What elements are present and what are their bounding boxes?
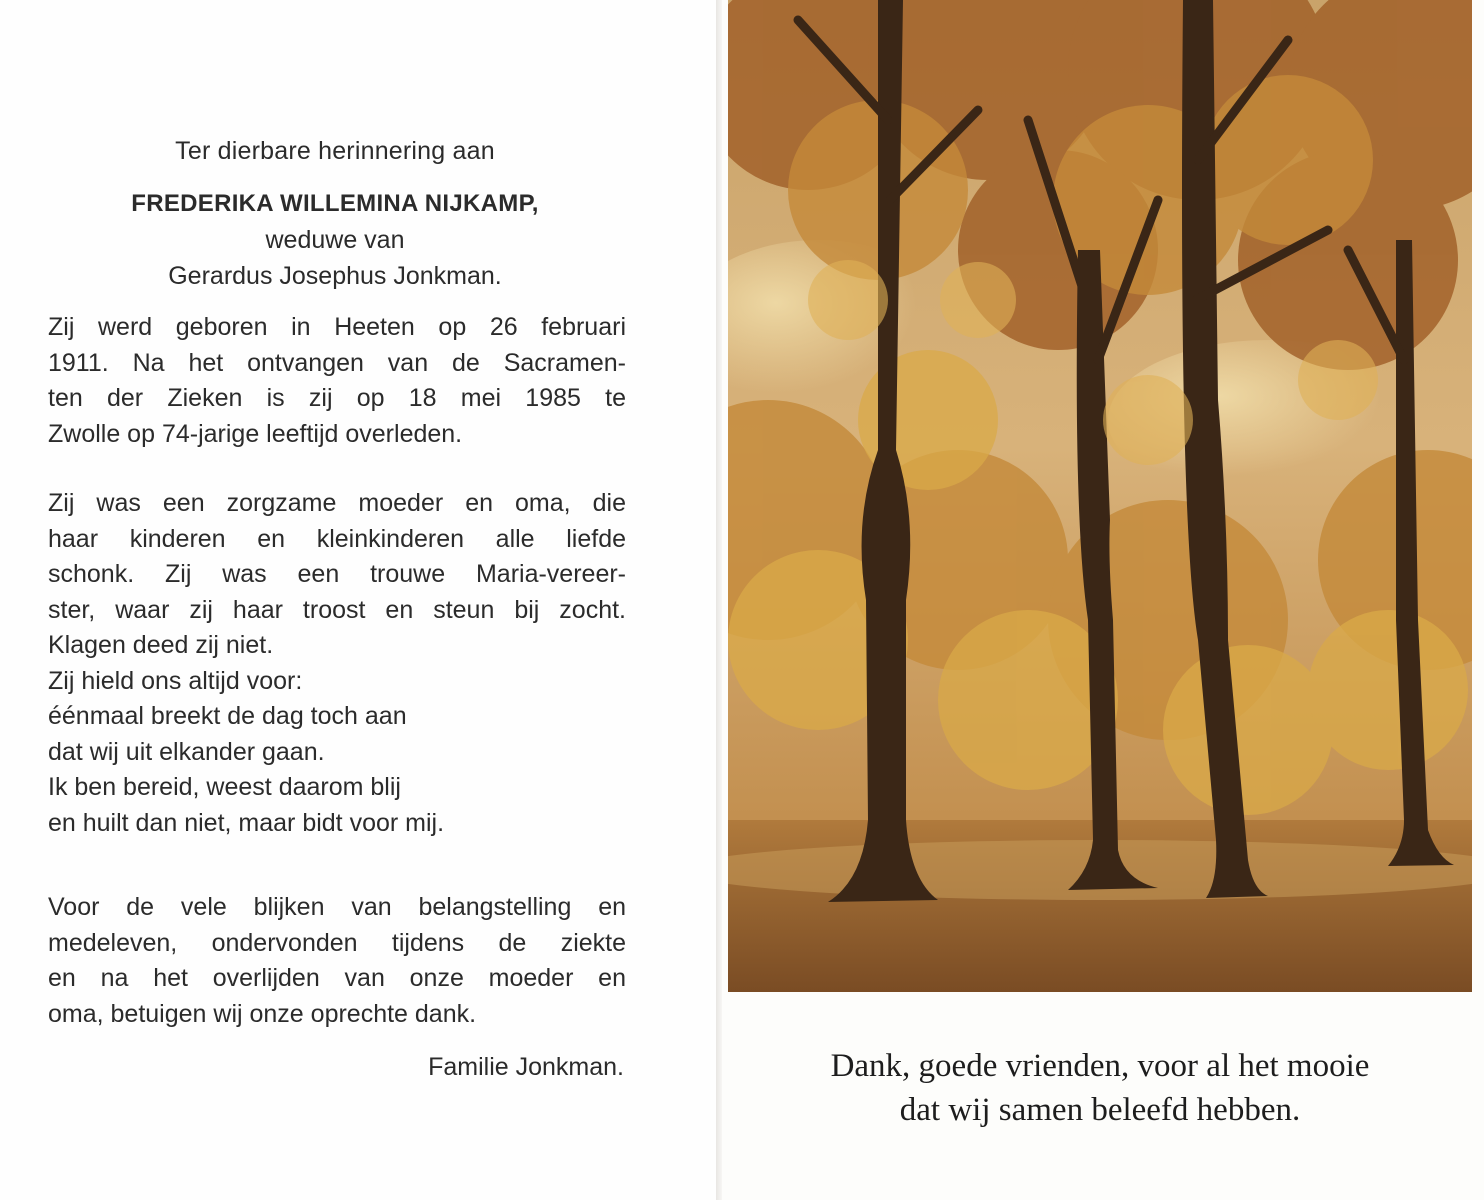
text-line: 1911. Na het ontvangen van de Sacramen- bbox=[48, 348, 626, 377]
text-line: oma, betuigen wij onze oprechte dank. bbox=[48, 999, 477, 1028]
poem-line: en huilt dan niet, maar bidt voor mij. bbox=[48, 808, 445, 837]
poem-line: dat wij uit elkander gaan. bbox=[48, 737, 325, 766]
memorial-text-page bbox=[0, 0, 716, 1200]
autumn-forest-photo bbox=[728, 0, 1472, 992]
caption-quote bbox=[740, 1044, 1460, 1132]
widow-line-2: Gerardus Josephus Jonkman. bbox=[168, 262, 502, 290]
deceased-name: FREDERIKA WILLEMINA NIJKAMP, bbox=[131, 190, 539, 217]
text-line: Zij werd geboren in Heeten op 26 februari bbox=[48, 313, 626, 341]
text-line: ster, waar zij haar troost en steun bij zocht. bbox=[48, 595, 626, 624]
widow-line-1: weduwe van bbox=[265, 226, 405, 254]
biography-paragraph bbox=[48, 310, 626, 452]
text-line: schonk. Zij was een trouwe Maria-vereer- bbox=[48, 560, 626, 588]
text-line: Zwolle op 74-jarige leeftijd overleden. bbox=[48, 419, 463, 448]
text-line: en na het overlijden van onze moeder en bbox=[48, 964, 626, 992]
text-line: Zij hield ons altijd voor: bbox=[48, 666, 303, 695]
family-signature: Familie Jonkman. bbox=[428, 1053, 624, 1081]
text-line: Voor de vele blijken van belangstelling en bbox=[48, 893, 626, 921]
text-line: medeleven, ondervonden tijdens de ziekte bbox=[48, 928, 626, 957]
poem-line: éénmaal breekt de dag toch aan bbox=[48, 702, 407, 730]
thanks-paragraph bbox=[48, 890, 626, 1032]
tribute-paragraph bbox=[48, 486, 626, 841]
memorial-intro: Ter dierbare herinnering aan bbox=[175, 137, 495, 165]
text-line: haar kinderen en kleinkinderen alle liefde bbox=[48, 524, 626, 553]
caption-line-2: dat wij samen beleefd hebben. bbox=[899, 1092, 1301, 1128]
text-line: Klagen deed zij niet. bbox=[48, 631, 274, 659]
text-line: Zij was een zorgzame moeder en oma, die bbox=[48, 489, 626, 517]
poem-line: Ik ben bereid, weest daarom blij bbox=[48, 773, 401, 801]
text-line: ten der Zieken is zij op 18 mei 1985 te bbox=[48, 384, 626, 412]
caption-line-1: Dank, goede vrienden, voor al het mooie bbox=[830, 1048, 1370, 1084]
